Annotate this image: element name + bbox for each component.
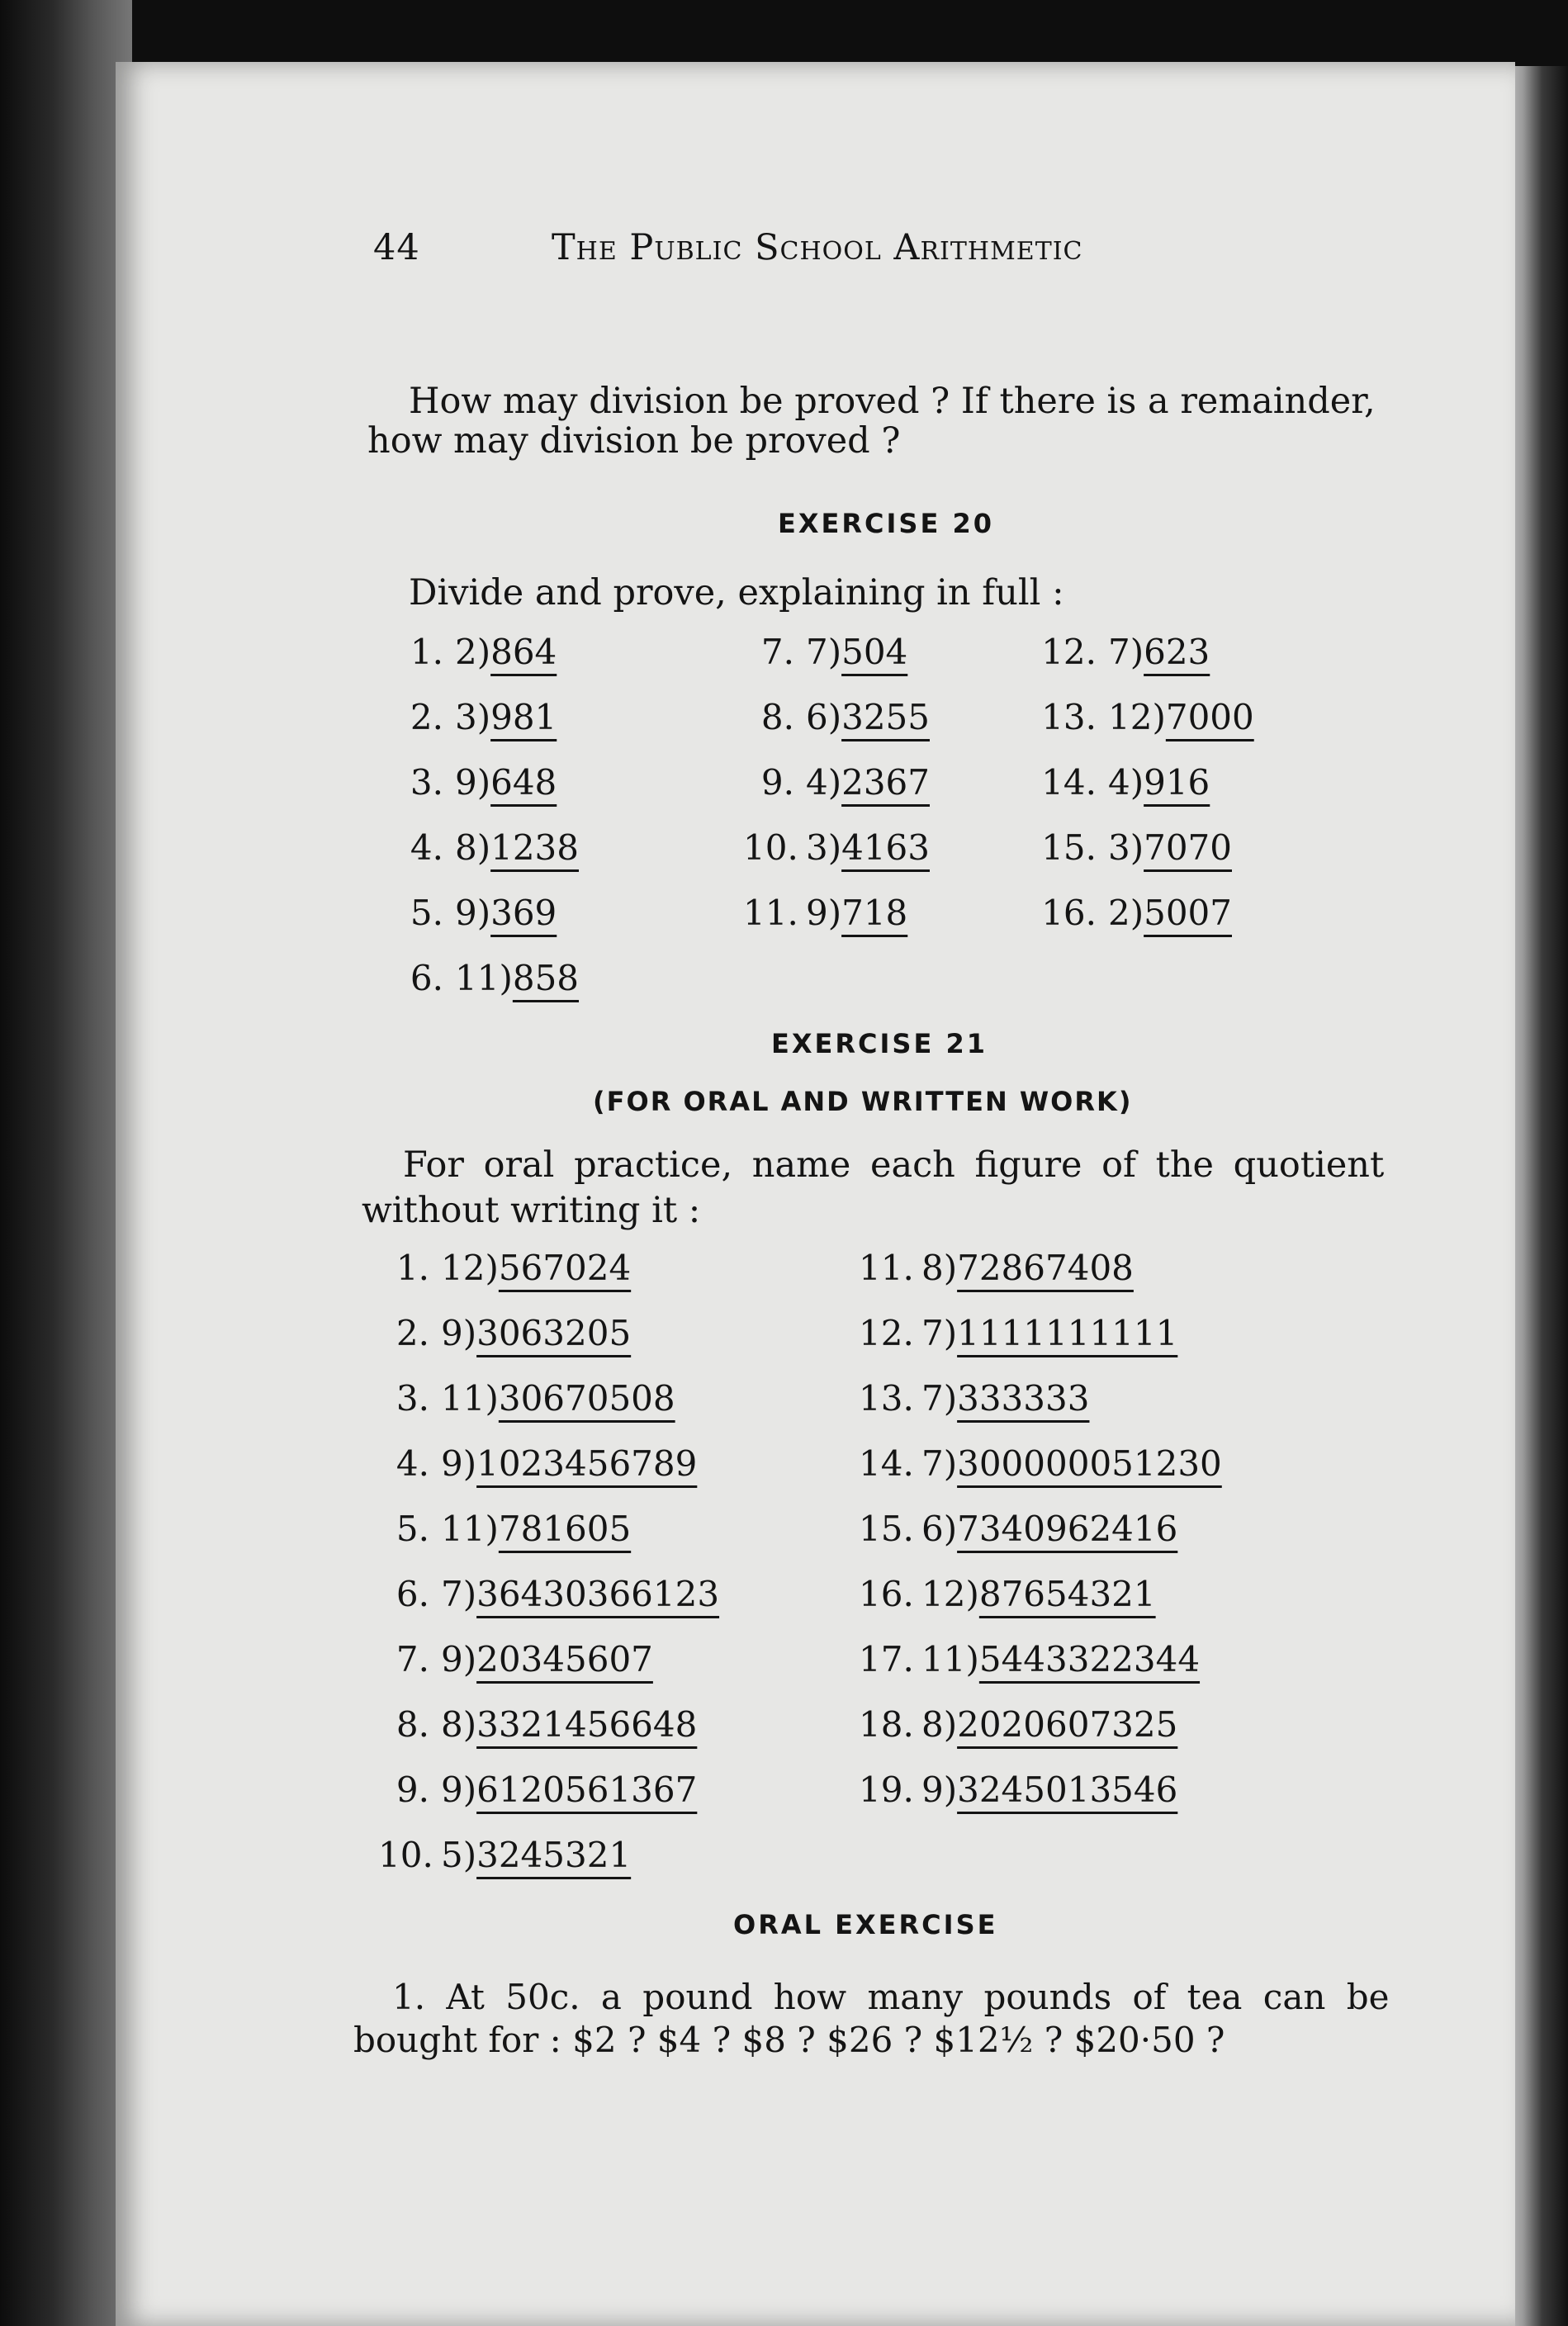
problem-dividend: 1238 [490,827,579,868]
division-problem [859,1378,1089,1419]
division-problem [859,1248,1134,1289]
problem-divisor: 7) [806,632,842,672]
division-problem [409,697,557,738]
problem-number: 19. [859,1769,914,1810]
problem-divisor: 7) [1108,632,1144,672]
problem-number: 3. [410,762,443,803]
problem-divisor: 9) [441,1313,477,1353]
problem-divisor: 5) [441,1835,477,1875]
division-problem [743,697,930,738]
scan-border-top [0,0,1568,66]
division-problem [409,827,579,869]
problem-dividend: 30670508 [498,1378,675,1419]
oral-exercise-title: ORAL EXERCISE [733,1909,998,1940]
division-problem [378,1639,653,1680]
problem-dividend: 567024 [498,1248,632,1288]
problem-divisor: 3) [455,697,491,737]
problem-number: 14. [1041,762,1097,803]
problem-divisor: 9) [441,1639,477,1679]
problem-number: 6. [410,958,443,998]
problem-number: 9. [760,762,794,803]
division-problem [743,827,930,869]
division-problem [859,1443,1222,1485]
problem-number: 16. [1041,893,1097,933]
problem-dividend: 718 [841,893,908,933]
problem-number: 10. [743,827,798,868]
book-spine [0,0,132,2326]
problem-number: 4. [396,1443,429,1484]
problem-number: 7. [396,1639,429,1679]
division-problem [378,1509,631,1550]
exercise-20-instruction: Divide and prove, explaining in full : [409,572,1064,613]
division-problem [859,1509,1177,1550]
problem-dividend: 3245321 [476,1835,632,1875]
division-problem [378,1248,631,1289]
problem-divisor: 12) [1108,697,1166,737]
page-number: 44 [373,227,420,268]
problem-number: 6. [396,1574,429,1614]
problem-number: 8. [760,697,794,737]
problem-divisor: 9) [921,1769,958,1810]
division-problem [1039,762,1210,803]
division-problem [1039,632,1210,673]
problem-dividend: 2367 [841,762,930,803]
problem-divisor: 3) [1108,827,1144,868]
division-problem [859,1639,1200,1680]
intro-line-1: How may division be proved ? If there is a remainder, [409,381,1376,422]
problem-number: 17. [859,1639,914,1679]
problem-divisor: 9) [441,1769,477,1810]
problem-dividend: 623 [1144,632,1210,672]
problem-dividend: 864 [490,632,557,672]
division-problem [859,1769,1177,1811]
problem-number: 8. [396,1704,429,1745]
problem-dividend: 72867408 [957,1248,1134,1288]
problem-number: 1. [410,632,443,672]
division-problem [743,893,907,934]
problem-divisor: 11) [921,1639,979,1679]
problem-dividend: 3321456648 [476,1704,698,1745]
division-problem [859,1574,1156,1615]
division-problem [378,1769,697,1811]
problem-divisor: 6) [921,1509,958,1549]
oral-exercise-line-2: bought for : $2 ? $4 ? $8 ? $26 ? $12½ ? $20·50 ? [353,2020,1225,2060]
problem-divisor: 2) [1108,893,1144,933]
exercise-21-subtitle: (FOR ORAL AND WRITTEN WORK) [593,1086,1133,1117]
division-problem [1039,827,1232,869]
division-problem [378,1443,697,1485]
division-problem [409,893,557,934]
problem-divisor: 8) [921,1704,958,1745]
problem-dividend: 1023456789 [476,1443,698,1484]
division-problem [859,1704,1177,1746]
division-problem [859,1313,1177,1354]
problem-divisor: 9) [455,893,491,933]
problem-number: 15. [1041,827,1097,868]
problem-dividend: 648 [490,762,557,803]
division-problem [378,1313,631,1354]
problem-divisor: 7) [921,1313,958,1353]
problem-number: 5. [396,1509,429,1549]
problem-dividend: 36430366123 [476,1574,720,1614]
problem-divisor: 4) [1108,762,1144,803]
problem-number: 12. [1041,632,1097,672]
problem-number: 3. [396,1378,429,1419]
problem-dividend: 504 [841,632,908,672]
intro-line-2: how may division be proved ? [367,420,901,462]
problem-divisor: 11) [455,958,513,998]
division-problem [378,1704,697,1746]
problem-dividend: 87654321 [978,1574,1156,1614]
problem-divisor: 8) [455,827,491,868]
problem-dividend: 3255 [841,697,930,737]
oral-exercise-line-1: 1. At 50c. a pound how many pounds of tea can be [392,1977,1390,2017]
problem-number: 15. [859,1509,914,1549]
problem-divisor: 3) [806,827,842,868]
problem-divisor: 7) [921,1378,958,1419]
division-problem [1039,893,1232,934]
problem-dividend: 2020607325 [957,1704,1178,1745]
exercise-21-line-2: without writing it : [362,1190,701,1231]
problem-dividend: 781605 [498,1509,632,1549]
problem-divisor: 12) [441,1248,499,1288]
problem-number: 9. [396,1769,429,1810]
problem-number: 14. [859,1443,914,1484]
exercise-21-line-1: For oral practice, name each figure of the quotient [403,1144,1385,1186]
division-problem [743,762,930,803]
problem-dividend: 3063205 [476,1313,632,1353]
problem-dividend: 3245013546 [957,1769,1178,1810]
exercise-20-title: EXERCISE 20 [778,508,994,539]
problem-divisor: 9) [806,893,842,933]
problem-dividend: 4163 [841,827,930,868]
problem-divisor: 2) [455,632,491,672]
problem-dividend: 858 [512,958,580,998]
book-page [116,62,1515,2326]
problem-divisor: 6) [806,697,842,737]
problem-divisor: 11) [441,1378,499,1419]
division-problem [378,1835,631,1876]
problem-dividend: 916 [1144,762,1210,803]
problem-number: 13. [859,1378,914,1419]
problem-divisor: 8) [921,1248,958,1288]
problem-dividend: 7000 [1165,697,1254,737]
problem-number: 2. [410,697,443,737]
problem-number: 2. [396,1313,429,1353]
exercise-21-title: EXERCISE 21 [771,1028,988,1059]
division-problem [1039,697,1254,738]
division-problem [409,762,557,803]
problem-number: 4. [410,827,443,868]
problem-divisor: 8) [441,1704,477,1745]
problem-dividend: 7340962416 [957,1509,1178,1549]
problem-number: 5. [410,893,443,933]
problem-dividend: 5007 [1144,893,1232,933]
problem-dividend: 333333 [957,1378,1090,1419]
problem-divisor: 11) [441,1509,499,1549]
problem-number: 13. [1041,697,1097,737]
division-problem [409,632,557,673]
problem-number: 11. [743,893,798,933]
problem-dividend: 1111111111 [957,1313,1178,1353]
problem-divisor: 9) [441,1443,477,1484]
problem-divisor: 12) [921,1574,979,1614]
division-problem [743,632,907,673]
division-problem [378,1378,675,1419]
problem-dividend: 20345607 [476,1639,653,1679]
problem-dividend: 300000051230 [957,1443,1222,1484]
problem-dividend: 981 [490,697,557,737]
running-title: The Public School Arithmetic [552,227,1083,268]
problem-number: 18. [859,1704,914,1745]
problem-divisor: 9) [455,762,491,803]
problem-dividend: 6120561367 [476,1769,698,1810]
division-problem [378,1574,719,1615]
problem-number: 12. [859,1313,914,1353]
problem-divisor: 4) [806,762,842,803]
problem-dividend: 5443322344 [978,1639,1201,1679]
division-problem [409,958,579,999]
problem-dividend: 369 [490,893,557,933]
problem-divisor: 7) [921,1443,958,1484]
problem-divisor: 7) [441,1574,477,1614]
problem-number: 10. [378,1835,433,1875]
problem-number: 1. [396,1248,429,1288]
problem-dividend: 7070 [1144,827,1232,868]
problem-number: 7. [760,632,794,672]
problem-number: 11. [859,1248,914,1288]
problem-number: 16. [859,1574,914,1614]
